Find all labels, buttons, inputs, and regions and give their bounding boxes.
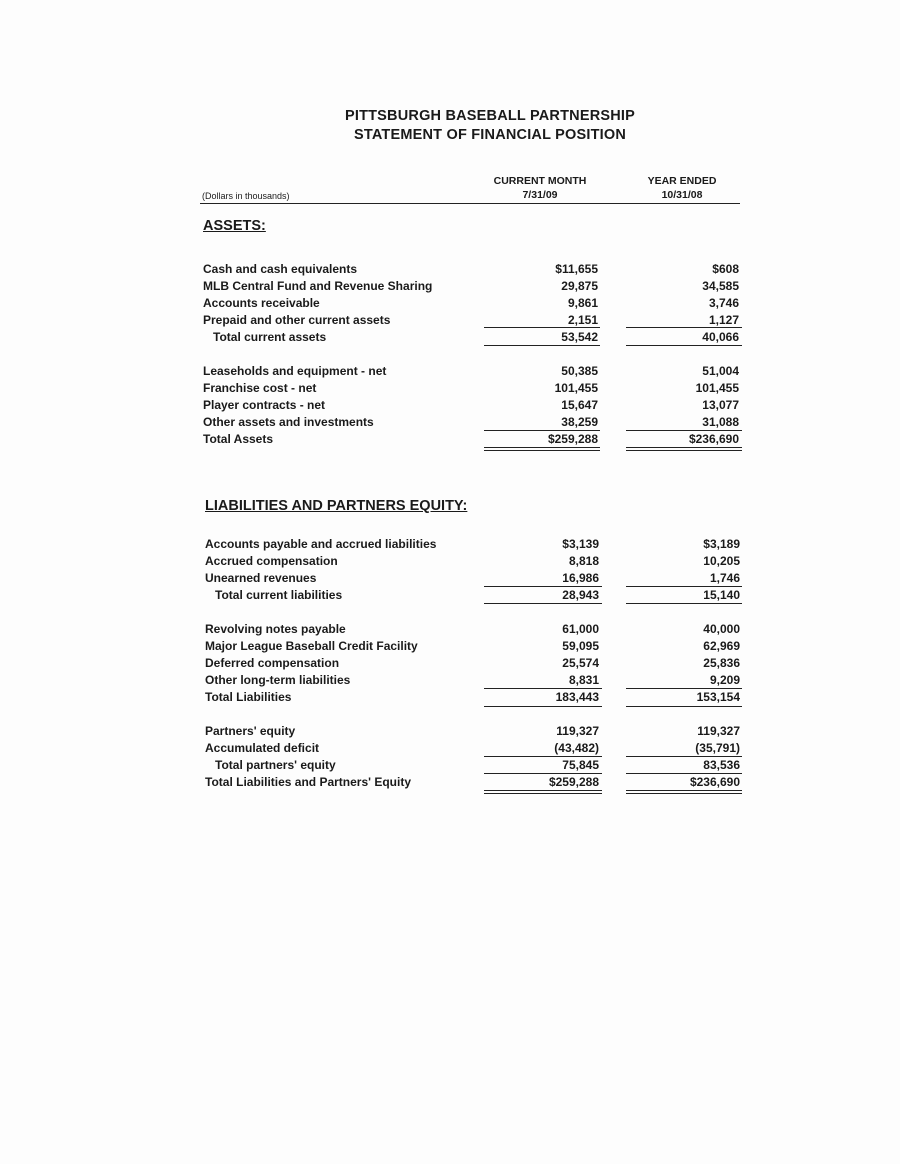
statement-title	[0, 107, 900, 145]
current-value: 25,574	[562, 656, 599, 670]
subtotal-row	[205, 757, 745, 774]
current-value: (43,482)	[554, 741, 599, 755]
column-header-current-month	[480, 174, 600, 202]
year-value: 83,536	[703, 758, 740, 772]
table-row	[205, 570, 745, 587]
double-underline-rule	[484, 447, 600, 451]
current-value: 59,095	[562, 639, 599, 653]
current-value: $259,288	[548, 775, 599, 789]
units-note: (Dollars in thousands)	[202, 191, 290, 201]
liabilities-heading: LIABILITIES AND PARTNERS EQUITY:	[205, 498, 468, 514]
current-value: 101,455	[554, 381, 598, 395]
year-value: 31,088	[702, 415, 739, 429]
year-value: $236,690	[689, 775, 740, 789]
underline-rule	[626, 603, 742, 604]
year-value: 9,209	[709, 673, 740, 687]
current-value: 61,000	[562, 622, 599, 636]
row-label: Other assets and investments	[203, 415, 374, 429]
current-value: 53,542	[561, 330, 598, 344]
column-header-year-date: 10/31/08	[661, 189, 703, 201]
row-label: Partners' equity	[205, 724, 296, 738]
row-label: Total Liabilities	[205, 690, 292, 704]
year-value: 101,455	[695, 381, 739, 395]
underline-rule	[484, 586, 602, 587]
table-row	[203, 414, 743, 431]
underline-rule	[484, 603, 602, 604]
underline-rule	[626, 345, 742, 346]
underline-rule	[484, 327, 600, 328]
title-line-2: STATEMENT OF FINANCIAL POSITION	[353, 127, 627, 143]
table-row	[203, 295, 743, 312]
year-value: 15,140	[703, 588, 740, 602]
year-value: 25,836	[703, 656, 740, 670]
subtotal-row	[205, 587, 745, 604]
column-header-year-ended	[622, 174, 742, 202]
row-label: Leaseholds and equipment - net	[203, 364, 387, 378]
current-value: 50,385	[561, 364, 598, 378]
table-row	[203, 397, 743, 414]
underline-rule	[484, 756, 602, 757]
current-value: 9,861	[567, 296, 598, 310]
row-label: Cash and cash equivalents	[203, 262, 358, 276]
row-label: Player contracts - net	[203, 398, 326, 412]
table-row	[205, 672, 745, 689]
table-row	[205, 553, 745, 570]
subtotal-row	[203, 329, 743, 346]
underline-rule	[626, 688, 742, 689]
year-value: 62,969	[703, 639, 740, 653]
year-value: 3,746	[708, 296, 739, 310]
current-value: 8,818	[568, 554, 599, 568]
current-value: 2,151	[567, 313, 598, 327]
column-header-year-label: YEAR ENDED	[647, 175, 717, 187]
double-underline-rule	[626, 447, 742, 451]
row-label: Total Assets	[203, 432, 274, 446]
year-value: 13,077	[702, 398, 739, 412]
row-label: Accumulated deficit	[205, 741, 320, 755]
row-label: Accrued compensation	[205, 554, 338, 568]
year-value: $3,189	[703, 537, 740, 551]
underline-rule	[484, 773, 602, 774]
row-label: Deferred compensation	[205, 656, 340, 670]
underline-rule	[484, 430, 600, 431]
year-value: 153,154	[696, 690, 740, 704]
underline-rule	[484, 345, 600, 346]
year-value: 1,746	[709, 571, 740, 585]
assets-heading: ASSETS:	[203, 218, 266, 234]
row-label: Franchise cost - net	[203, 381, 317, 395]
row-label: MLB Central Fund and Revenue Sharing	[203, 279, 433, 293]
row-label: Total current assets	[213, 330, 327, 344]
year-value: 34,585	[702, 279, 739, 293]
current-value: 8,831	[568, 673, 599, 687]
column-header-current-date: 7/31/09	[522, 189, 558, 201]
row-label: Revolving notes payable	[205, 622, 346, 636]
double-underline-rule	[484, 790, 602, 794]
current-value: 15,647	[561, 398, 598, 412]
row-label: Prepaid and other current assets	[203, 313, 391, 327]
year-value: 40,066	[702, 330, 739, 344]
underline-rule	[626, 430, 742, 431]
table-row	[203, 278, 743, 295]
year-value: $236,690	[688, 432, 739, 446]
year-value: 40,000	[703, 622, 740, 636]
current-value: 28,943	[562, 588, 599, 602]
total-row	[205, 689, 745, 706]
current-value: 119,327	[556, 724, 599, 738]
table-row	[203, 363, 743, 380]
year-value: 10,205	[703, 554, 740, 568]
table-row	[205, 723, 745, 740]
title-line-1: PITTSBURGH BASEBALL PARTNERSHIP	[344, 108, 636, 124]
row-label: Accounts payable and accrued liabilities	[205, 537, 437, 551]
year-value: 51,004	[702, 364, 739, 378]
row-label: Total Liabilities and Partners' Equity	[205, 775, 412, 789]
current-value: 29,875	[561, 279, 598, 293]
year-value: 119,327	[697, 724, 740, 738]
underline-rule	[484, 706, 602, 707]
row-label: Accounts receivable	[203, 296, 320, 310]
header-rule	[200, 203, 740, 204]
underline-rule	[626, 756, 742, 757]
underline-rule	[626, 773, 742, 774]
table-row	[205, 740, 745, 757]
row-label: Major League Baseball Credit Facility	[205, 639, 418, 653]
current-value: $3,139	[562, 537, 599, 551]
total-row	[203, 431, 743, 448]
underline-rule	[626, 327, 742, 328]
year-value: $608	[712, 262, 739, 276]
table-row	[205, 638, 745, 655]
current-value: 75,845	[562, 758, 599, 772]
table-row	[205, 621, 745, 638]
row-label: Total current liabilities	[215, 588, 343, 602]
row-label: Unearned revenues	[205, 571, 317, 585]
year-value: (35,791)	[695, 741, 740, 755]
table-row	[205, 536, 745, 553]
current-value: 38,259	[561, 415, 598, 429]
current-value: $11,655	[555, 262, 598, 276]
table-row	[205, 655, 745, 672]
table-row	[203, 261, 743, 278]
current-value: $259,288	[547, 432, 598, 446]
year-value: 1,127	[708, 313, 739, 327]
current-value: 16,986	[562, 571, 599, 585]
underline-rule	[626, 586, 742, 587]
row-label: Other long-term liabilities	[205, 673, 351, 687]
total-row	[205, 774, 745, 791]
underline-rule	[626, 706, 742, 707]
table-row	[203, 380, 743, 397]
row-label: Total partners' equity	[215, 758, 336, 772]
double-underline-rule	[626, 790, 742, 794]
current-value: 183,443	[555, 690, 599, 704]
underline-rule	[484, 688, 602, 689]
column-header-current-label: CURRENT MONTH	[493, 175, 587, 187]
